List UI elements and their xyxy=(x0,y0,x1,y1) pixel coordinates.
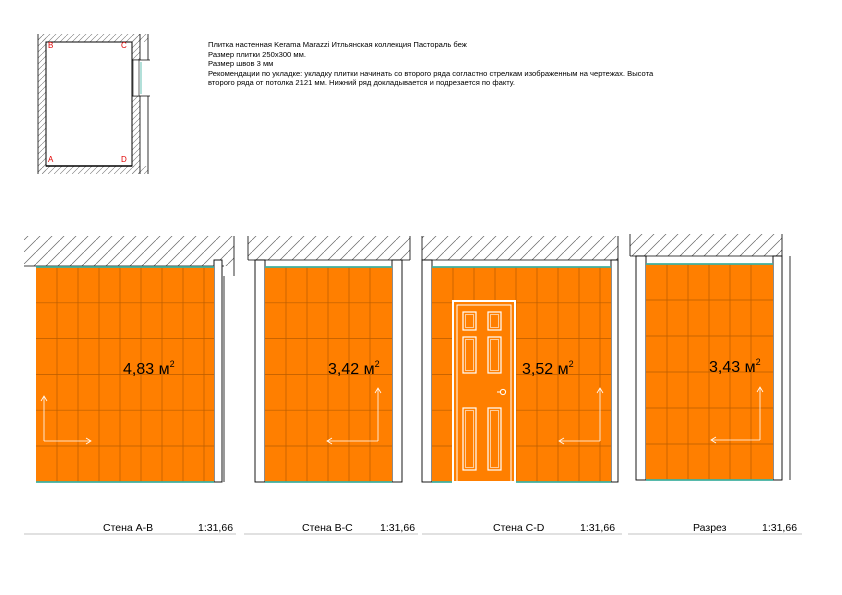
note-line-2: Размер плитки 250x300 мм. xyxy=(208,49,306,59)
view-scale: 1:31,66 xyxy=(580,522,616,534)
corner-c-label: C xyxy=(121,41,127,50)
view-scale: 1:31,66 xyxy=(198,522,234,534)
wall-elevation-b-c xyxy=(248,236,410,482)
floor-plan xyxy=(38,34,150,174)
note-line-4: Рекомендации по укладке: укладку плитки начинать со второго ряда согластно стрелкам изображенным на чертежах. Высота xyxy=(208,68,654,78)
wall-elevation-c-d xyxy=(422,236,618,482)
note-line-3: Размер швов 3 мм xyxy=(208,59,274,69)
wall-area-label: 3,52 $м^2$ xyxy=(522,359,574,378)
view-title: Стена A-B xyxy=(103,522,154,534)
view-titles xyxy=(24,522,802,534)
note-line-1: Плитка настенная Kerama Marazzi Итльянская коллекция Пастораль беж xyxy=(208,40,467,49)
corner-d-label: D xyxy=(121,155,127,164)
corner-b-label: B xyxy=(48,41,54,50)
view-title: Стена B-C xyxy=(302,522,353,534)
wall-area-label: 3,42 $м^2$ xyxy=(328,359,380,378)
note-line-5: второго ряда от потолка 2121 мм. Нижний ряд докладывается и подрезается по факту. xyxy=(208,78,515,88)
view-title: Разрез xyxy=(693,522,727,534)
door xyxy=(453,301,515,482)
view-scale: 1:31,66 xyxy=(380,522,416,534)
view-title: Стена C-D xyxy=(493,522,545,534)
view-scale: 1:31,66 xyxy=(762,522,798,534)
section-view xyxy=(630,234,790,480)
wall-area-label: 4,83 $м^2$ xyxy=(123,359,175,378)
corner-a-label: A xyxy=(48,155,54,164)
wall-elevation-a-b xyxy=(24,236,234,482)
wall-area-label: 3,43 $м^2$ xyxy=(709,357,761,376)
